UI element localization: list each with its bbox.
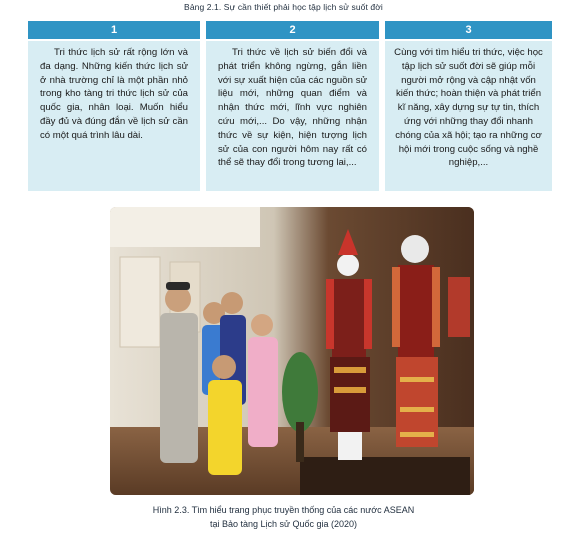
column-1-text: Tri thức lịch sử rất rộng lớn và đa dạng. Những kiến thức lịch sử ở nhà trường chỉ là một phần nhỏ trong kho tàng tri thức lịch sử của quốc gia, nhân loại. Muốn hiểu đầy đủ và đúng đắn về lịch sử cần có một quá trình lâu dài.: [28, 41, 200, 191]
column-3-text: Cùng với tìm hiểu tri thức, việc học tập lịch sử suốt đời sẽ giúp mỗi người mở rộng và cập nhật vốn kiến thức; hoàn thiện và phát triển kĩ năng, xây dựng sự tự tin, thích ứng với những thay đổi nhanh chóng của xã hội; tạo ra những cơ hội mới trong cuộc sống và nghề nghiệp,...: [385, 41, 552, 191]
figure-caption: [0, 503, 567, 531]
museum-photo: [110, 207, 474, 495]
column-3-header: 3: [385, 21, 552, 39]
caption-line-2: tại Bảo tàng Lịch sử Quốc gia (2020): [209, 519, 358, 529]
table-title: Bảng 2.1. Sự cần thiết phải học tập lịch sử suốt đời: [184, 2, 383, 12]
column-2-text: Tri thức về lịch sử biến đổi và phát triển không ngừng, gắn liền với sự xuất hiện của các nguồn sử liệu mới, những quan điểm và nhận thức mới, lĩnh vực nghiên cứu mới,... Do vậy, những nhận thức về sự kiện, hiện tượng lịch sử của con người hôm nay rất có thể sẽ thay đổi trong tương lai,...: [206, 41, 379, 191]
column-2-header: 2: [206, 21, 379, 39]
column-1-header: 1: [28, 21, 200, 39]
caption-line-1: Hình 2.3. Tìm hiểu trang phục truyền thống của các nước ASEAN: [152, 505, 415, 515]
